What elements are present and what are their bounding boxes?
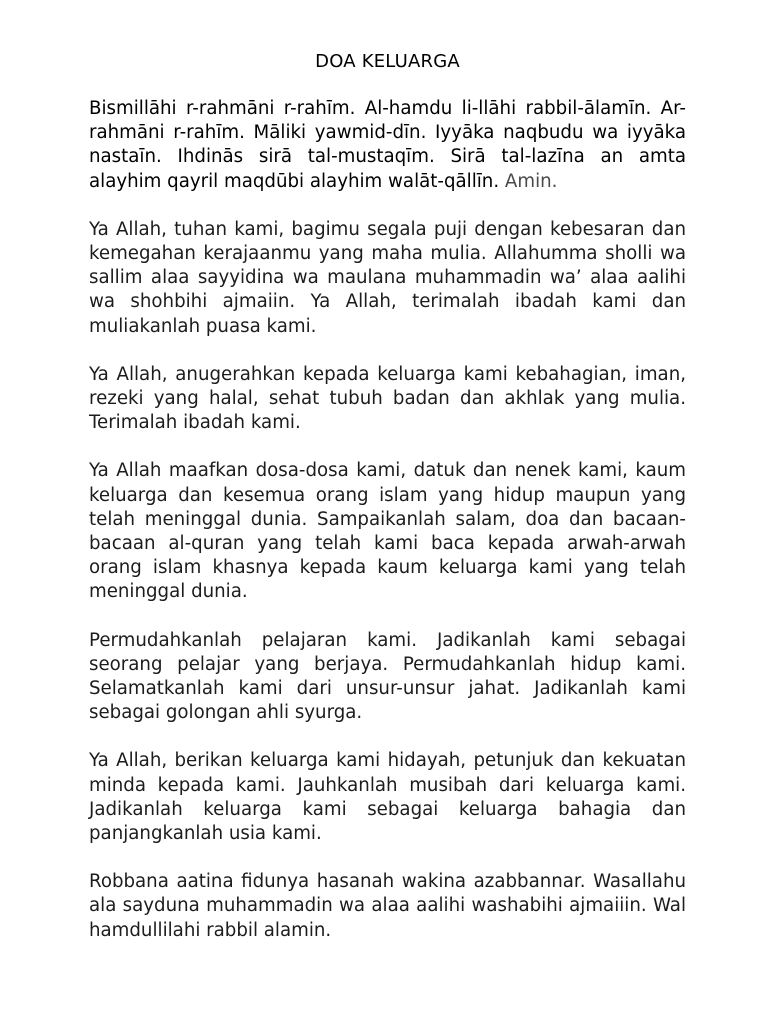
paragraph-studies: Permudahkanlah pelajaran kami. Jadikanlah kami sebagai seorang pelajar yang berjaya. Permudahkanlah hidup kami. Selamatkanlah kami dari unsur-unsur jahat. Jadikanlah kami sebagai golongan ahli syurga. <box>89 629 686 724</box>
paragraph-al-fatihah <box>89 97 686 194</box>
paragraph-praise: Ya Allah, tuhan kami, bagimu segala puji dengan kebesaran dan kemegahan kerajaanmu yang maha mulia. Allahumma sholli wa sallim alaa sayyidina wa maulana muhammadin wa’ alaa aalihi wa shohbihi ajmaiin. Ya Allah, terimalah ibadah kami dan muliakanlah puasa kami. <box>89 218 686 337</box>
paragraph-forgiveness: Ya Allah maafkan dosa-dosa kami, datuk dan nenek kami, kaum keluarga dan kesemua orang islam yang hidup maupun yang telah meninggal dunia. Sampaikanlah salam, doa dan bacaan-bacaan al-quran yang telah kami baca kepada arwah-arwah orang islam khasnya kepada kaum keluarga kami yang telah meninggal dunia. <box>89 460 686 603</box>
document-title: DOA KELUARGA <box>315 51 460 72</box>
paragraph-guidance: Ya Allah, berikan keluarga kami hidayah, petunjuk dan kekuatan minda kepada kami. Jauhkanlah musibah dari keluarga kami. Jadikanlah keluarga kami sebagai keluarga bahagia dan panjangkanlah usia kami. <box>89 750 686 845</box>
paragraph-blessings: Ya Allah, anugerahkan kepada keluarga kami kebahagian, iman, rezeki yang halal, sehat tubuh badan dan akhlak yang mulia. Terimalah ibadah kami. <box>89 363 686 434</box>
amin-text: Amin. <box>504 170 558 192</box>
paragraph-closing: Robbana aatina fidunya hasanah wakina azabbannar. Wasallahu ala sayduna muhammadin wa alaa aalihi washabihi ajmaiiin. Wal hamdullilahi rabbil alamin. <box>89 871 686 941</box>
paragraph-text: Bismillāhi r-rahmāni r-rahīm. Al-hamdu li-llāhi rabbil-ālamīn. Ar-rahmāni r-rahīm. Māliki yawmid-dīn. Iyyāka naqbudu wa iyyāka nastaīn. Ihdinās sirā tal-mustaqīm. Sirā tal-lazīna an amta alayhim qayril maqdūbi alayhim walāt-qāllīn. <box>89 98 686 192</box>
